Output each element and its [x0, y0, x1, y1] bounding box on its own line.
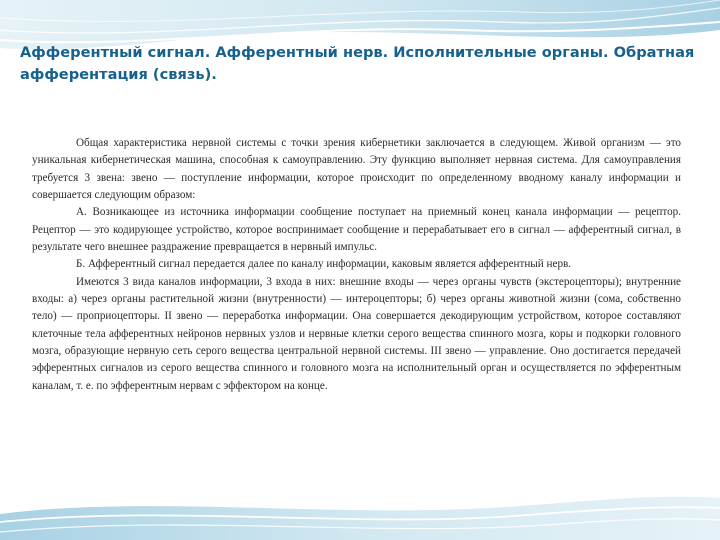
body-paragraph-b: Б. Афферентный сигнал передается далее по каналу информации, каковым является афферентный нерв.: [76, 258, 572, 271]
body-paragraph-channels: Имеются 3 вида каналов информации, 3 входа в них: внешние входы — через органы чувств (экстероцепторы); внутренние входы: а) через органы растительной жизни (внутренности) — интероцепторы; б) через органы животной жизни (сома, собственно тело) — проприоцепторы. II звено — переработка информации. Она совершается декодирующим устройством, которое составляют клеточные тела афферентных нейронов нервных узлов и нервные клетки серого вещества спинного мозга, коры и подкорки головного мозга, образующие нервную сеть серого вещества центральной нервной системы. III звено — управление. Оно достигается передачей эфферентных сигналов из серого вещества спинного и головного мозга на исполнительный орган и осуществляется по эфферентным каналам, т. е. по эфферентным нервам с эффектором на конце.: [32, 275, 681, 392]
slide-title: Афферентный сигнал. Афферентный нерв. Исполнительные органы. Обратная афферентация (связь).: [20, 44, 695, 83]
body-paragraph-intro: Общая характеристика нервной системы с точки зрения кибернетики заключается в следующем. Живой организм — это уникальная кибернетическая машина, способная к самоуправлению. Эту функцию выполняет нервная система. Для самоуправления требуется 3 звена: звено — поступление информации, которое происходит по определенному вводному каналу информации и совершается следующим образом:: [32, 137, 681, 202]
bottom-wave-decoration: [0, 497, 720, 540]
body-paragraph-a: А. Возникающее из источника информации сообщение поступает на приемный конец канала информации — рецептор. Рецептор — это кодирующее устройство, которое воспринимает сообщение и перерабатывает его в сигнал — афферентный сигнал, в результате чего внешнее раздражение превращается в нервный импульс.: [32, 206, 681, 254]
slide-body-text: [32, 135, 681, 395]
